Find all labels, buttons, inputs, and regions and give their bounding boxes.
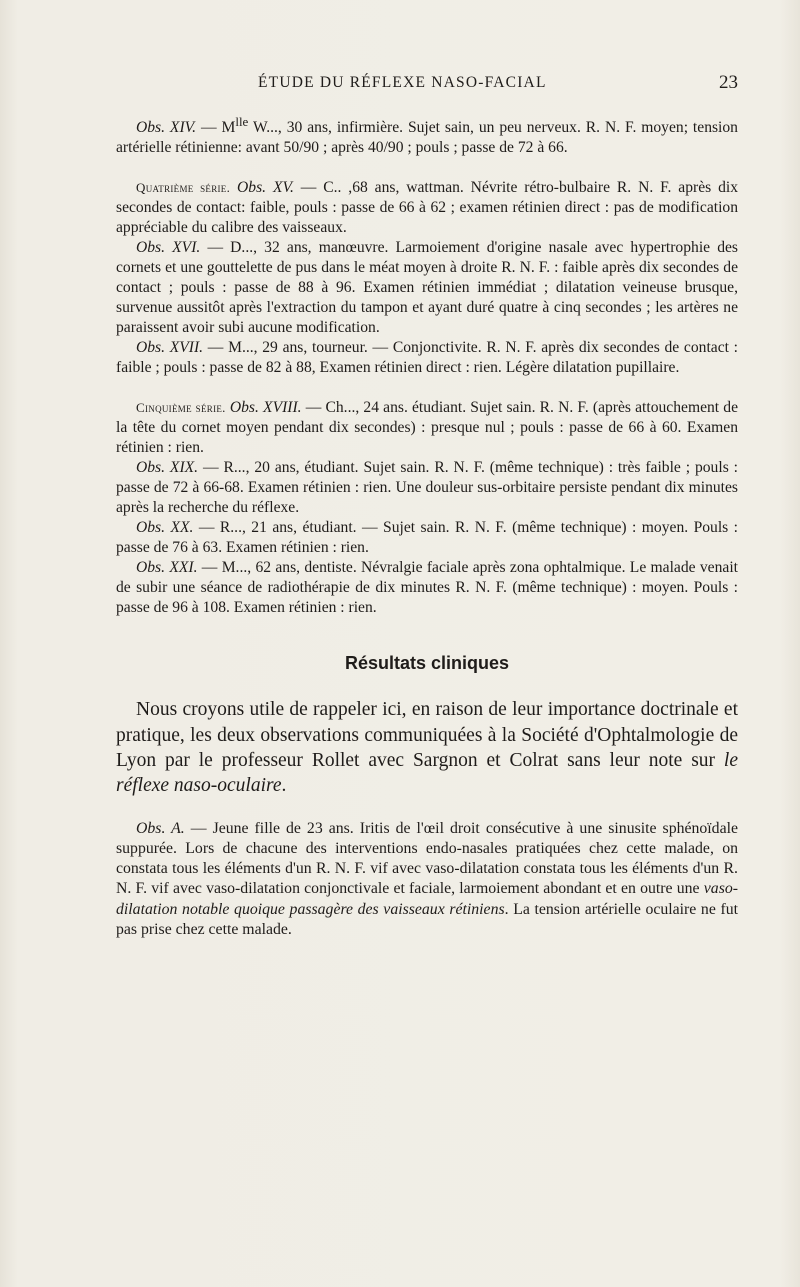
intro-paragraph xyxy=(116,697,738,799)
observation-label: Obs. XIX. xyxy=(136,459,199,477)
observation-label: Obs. XVIII. xyxy=(229,399,302,417)
spacer xyxy=(116,378,738,398)
observation-xv xyxy=(116,178,738,238)
observation-text: — Jeune fille de 23 ans. Iritis de l'œil droit consécutive à une sinusite sphénoïdale suppurée. Lors de chacune des interventions endo-nasales pratiquées chez cette malade, on constata tous les éléments d'un R. N. F. vif avec vaso-dilatation constata tous les éléments d'un R. N. F. vif avec vaso-dilatation conjonctivale et faciale, larmoiement abondant et en outre une xyxy=(116,819,738,898)
observation-text: — R..., 20 ans, étudiant. Sujet sain. R. N. F. (même technique) : très faible ; pouls : passe de 72 à 66-68. Examen rétinien : rien. Une douleur sus-orbitaire persiste pendant dix minutes après la recherche du réflexe. xyxy=(116,459,738,517)
superscript: lle xyxy=(235,114,249,129)
observation-xvii xyxy=(116,338,738,378)
observation-label: Obs. XVI. xyxy=(136,239,201,257)
series-4 xyxy=(116,178,738,378)
observation-label: Obs. XIV. xyxy=(136,119,197,137)
spacer xyxy=(116,158,738,178)
observation-label: Obs. XVII. xyxy=(136,339,204,357)
observation-label: Obs. A. xyxy=(136,819,185,837)
observation-text: — R..., 21 ans, étudiant. — Sujet sain. R. N. F. (même technique) : moyen. Pouls : passe de 76 à 63. Examen rétinien : rien. xyxy=(116,519,739,557)
observation-label: Obs. XXI. xyxy=(136,559,198,577)
intro-text: Nous croyons utile de rappeler ici, en raison de leur importance doctrinale et pratique, les deux observations communiquées à la Société d'Ophtalmologie de Lyon par le professeur Rollet avec Sargnon et Colrat sans leur note sur xyxy=(116,699,738,771)
observation-label: Obs. XV. xyxy=(237,179,294,197)
observation-italic: vaso-dilatation notable quoique passagère des vaisseaux rétiniens xyxy=(116,880,738,918)
observation-text: — M..., 29 ans, tourneur. — Conjonctivite. R. N. F. après dix secondes de contact : faible ; pouls : passe de 82 à 88, Examen rétinien direct : rien. Légère dilatation pupillaire. xyxy=(116,339,738,377)
observation-label: Obs. XX. xyxy=(136,519,194,537)
intro-title-italic: le réflexe naso-oculaire xyxy=(116,750,738,797)
observation-xvi xyxy=(116,238,738,338)
running-title: ÉTUDE DU RÉFLEXE NASO-FACIAL xyxy=(258,74,547,91)
observation-text: — M..., 62 ans, dentiste. Névralgie faciale après zona ophtalmique. Le malade venait de subir une séance de radiothérapie de dix minutes R. N. F. (même technique) : moyen. Pouls : passe de 96 à 108. Examen rétinien : rien. xyxy=(116,559,738,617)
observation-text: — C.. ,68 ans, wattman. Névrite rétro-bulbaire R. N. F. après dix secondes de contact: faible, pouls : passe de 66 à 62 ; examen rétinien direct : pas de modification appréciable du calibre des vaisseaux. xyxy=(116,179,738,237)
observation-end: . La tension artérielle oculaire ne fut pas prise chez cette malade. xyxy=(116,900,738,938)
paragraph xyxy=(116,112,738,158)
observation-xiv xyxy=(116,112,738,158)
page-number: 23 xyxy=(719,72,738,93)
section-title: Résultats cliniques xyxy=(344,653,510,674)
observation-xxi xyxy=(116,558,738,618)
paragraph xyxy=(116,819,738,940)
intro-end: . xyxy=(281,775,287,797)
observation-text: — Ch..., 24 ans. étudiant. Sujet sain. R. N. F. (après attouchement de la tête du cornet moyen pendant dix secondes) : presque nul ; pouls : passe de 66 à 60. Examen rétinien : rien. xyxy=(116,399,738,457)
body-text xyxy=(116,112,738,940)
observation-xviii xyxy=(116,398,738,458)
page-header xyxy=(116,74,738,98)
observation-a xyxy=(116,819,738,940)
series-5 xyxy=(116,398,738,618)
paragraph xyxy=(116,697,738,799)
observation-text: — D..., 32 ans, manœuvre. Larmoiement d'origine nasale avec hypertrophie des cornets et une gouttelette de pus dans le méat moyen à droite R. N. F. : faible après dix secondes de contact ; pouls : passe de 88 à 96. Examen rétinien immédiat ; dilatation veineuse brusque, survenue aussitôt après l'extraction du tampon et ayant duré quatre à cinq secondes ; les artères ne paraissent avoir subi aucune modification. xyxy=(116,239,738,337)
observation-text: — M xyxy=(196,119,236,137)
observation-xix xyxy=(116,458,738,518)
series-heading: Cinquième série. xyxy=(136,400,226,416)
observation-text: W..., 30 ans, infirmière. Sujet sain, un peu nerveux. R. N. F. moyen; tension artérielle rétinienne: avant 50/90 ; après 40/90 ; pouls ; passe de 72 à 66. xyxy=(116,119,738,157)
series-heading: Quatrième série. xyxy=(136,180,231,196)
observation-xx xyxy=(116,518,738,558)
